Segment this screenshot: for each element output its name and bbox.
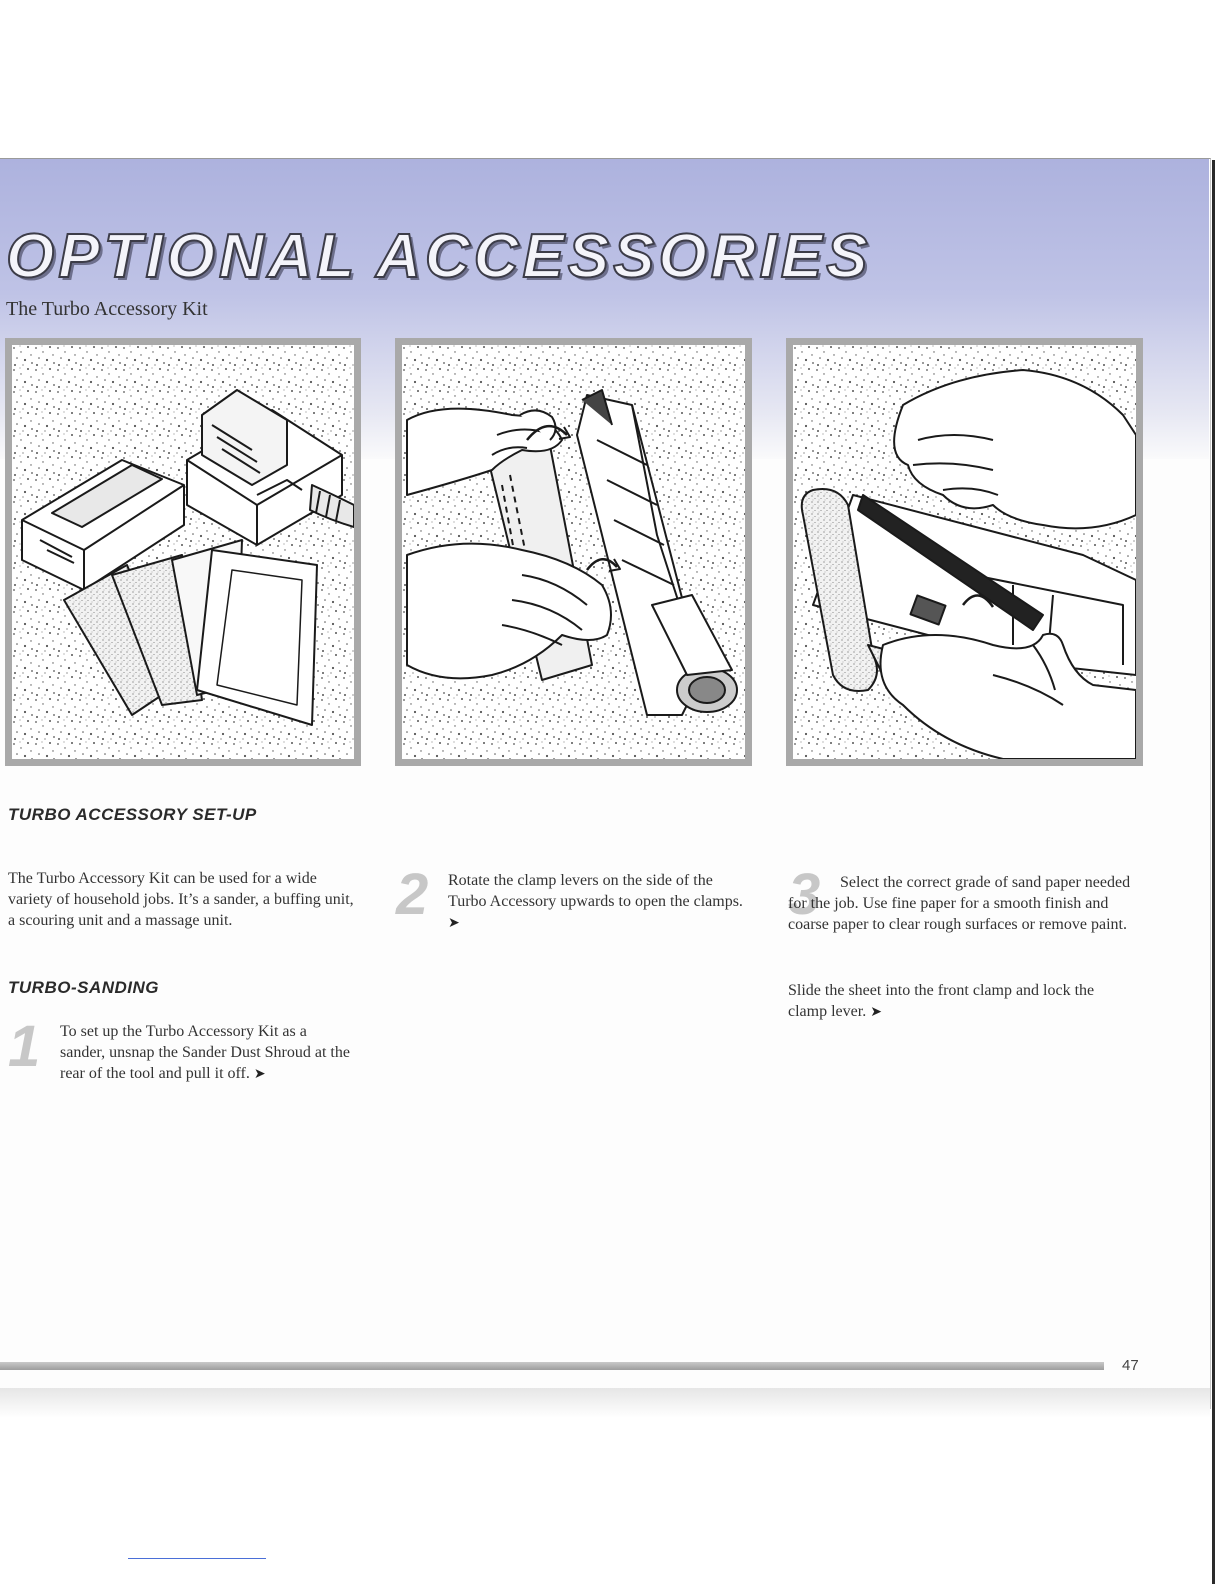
clamp-levers-illustration — [402, 345, 745, 759]
bottom-underline — [128, 1558, 266, 1559]
page-bottom-shadow — [0, 1388, 1210, 1418]
accessory-kit-panel — [5, 338, 361, 766]
step-2-text: Rotate the clamp levers on the side of the Turbo Accessory upwards to open the clamps. ➤ — [448, 872, 743, 931]
continue-arrow-icon: ➤ — [870, 1004, 882, 1020]
page-edge — [1212, 160, 1215, 1584]
sandpaper-illustration — [793, 345, 1136, 759]
step-1-number: 1 — [8, 1014, 41, 1079]
step-3-followup: Slide the sheet into the front clamp and lock the clamp lever. ➤ — [788, 982, 1095, 1020]
continue-arrow-icon: ➤ — [253, 1066, 266, 1082]
step-1-text: To set up the Turbo Accessory Kit as a sander, unsnap the Sander Dust Shroud at the rear of the tool and pull it off. ➤ — [60, 1023, 350, 1082]
step-3-text: Select the correct grade of sand paper needed for the job. Use fine paper for a smooth finish and coarse paper to clear rough surfaces or remove paint. — [788, 874, 1131, 933]
intro-paragraph: The Turbo Accessory Kit can be used for a wide variety of household jobs. It’s a sander, a buffing unit, a scouring unit and a massage unit. — [8, 870, 354, 929]
page-title: OPTIONAL ACCESSORIES — [6, 222, 872, 291]
accessory-kit-illustration — [12, 345, 354, 759]
sandpaper-panel — [786, 338, 1143, 766]
continue-arrow-icon: ➤ — [448, 915, 460, 931]
page-subtitle: The Turbo Accessory Kit — [6, 298, 208, 320]
step-2-number: 2 — [396, 862, 429, 927]
page-number: 47 — [1122, 1357, 1139, 1374]
step-3-number: 3 — [788, 862, 821, 927]
footer-rule — [0, 1362, 1104, 1370]
sanding-heading: TURBO-SANDING — [8, 978, 159, 997]
clamp-levers-panel — [395, 338, 752, 766]
setup-heading: TURBO ACCESSORY SET-UP — [8, 805, 257, 824]
